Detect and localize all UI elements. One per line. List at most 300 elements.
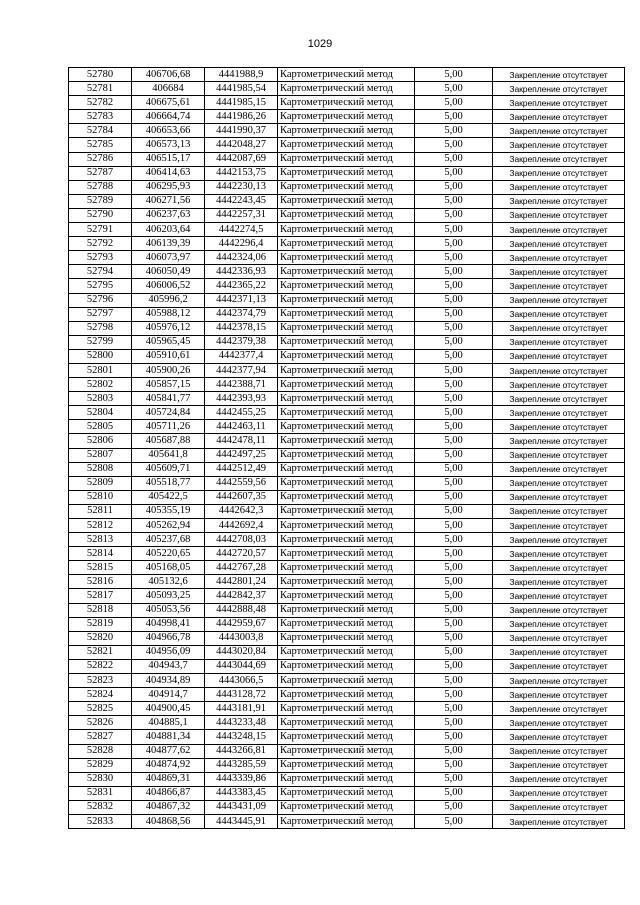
y-coordinate-cell: 4441990,37 <box>205 124 278 138</box>
accuracy-cell: 5,00 <box>415 519 493 533</box>
y-coordinate-cell: 4442559,56 <box>205 476 278 490</box>
table-row <box>69 631 625 645</box>
point-number-cell: 52815 <box>69 561 132 575</box>
accuracy-cell: 5,00 <box>415 363 493 377</box>
x-coordinate-cell: 406414,63 <box>132 166 205 180</box>
table-row <box>69 617 625 631</box>
x-coordinate-cell: 406684 <box>132 82 205 96</box>
table-row <box>69 462 625 476</box>
point-number-cell: 52783 <box>69 110 132 124</box>
accuracy-cell: 5,00 <box>415 716 493 730</box>
coordinates-table <box>68 67 625 829</box>
accuracy-cell: 5,00 <box>415 645 493 659</box>
fixation-cell: Закрепление отсутствует <box>493 110 625 124</box>
x-coordinate-cell: 404966,78 <box>132 631 205 645</box>
table-row <box>69 716 625 730</box>
table-row <box>69 688 625 702</box>
point-number-cell: 52817 <box>69 589 132 603</box>
y-coordinate-cell: 4443266,81 <box>205 744 278 758</box>
point-number-cell: 52805 <box>69 420 132 434</box>
point-number-cell: 52829 <box>69 758 132 772</box>
method-cell: Картометрический метод <box>278 180 415 194</box>
method-cell: Картометрический метод <box>278 476 415 490</box>
y-coordinate-cell: 4442296,4 <box>205 237 278 251</box>
method-cell: Картометрический метод <box>278 561 415 575</box>
table-row <box>69 124 625 138</box>
y-coordinate-cell: 4442087,69 <box>205 152 278 166</box>
accuracy-cell: 5,00 <box>415 800 493 814</box>
point-number-cell: 52809 <box>69 476 132 490</box>
x-coordinate-cell: 405422,5 <box>132 490 205 504</box>
fixation-cell: Закрепление отсутствует <box>493 194 625 208</box>
method-cell: Картометрический метод <box>278 321 415 335</box>
fixation-cell: Закрепление отсутствует <box>493 702 625 716</box>
x-coordinate-cell: 405900,26 <box>132 363 205 377</box>
point-number-cell: 52830 <box>69 772 132 786</box>
y-coordinate-cell: 4442379,38 <box>205 335 278 349</box>
y-coordinate-cell: 4442377,94 <box>205 363 278 377</box>
fixation-cell: Закрепление отсутствует <box>493 321 625 335</box>
table-row <box>69 476 625 490</box>
y-coordinate-cell: 4441985,54 <box>205 82 278 96</box>
table-row <box>69 378 625 392</box>
table-row <box>69 730 625 744</box>
accuracy-cell: 5,00 <box>415 603 493 617</box>
accuracy-cell: 5,00 <box>415 476 493 490</box>
point-number-cell: 52828 <box>69 744 132 758</box>
table-row <box>69 208 625 222</box>
accuracy-cell: 5,00 <box>415 617 493 631</box>
x-coordinate-cell: 405518,77 <box>132 476 205 490</box>
table-row <box>69 96 625 110</box>
accuracy-cell: 5,00 <box>415 659 493 673</box>
point-number-cell: 52794 <box>69 265 132 279</box>
method-cell: Картометрический метод <box>278 138 415 152</box>
y-coordinate-cell: 4442607,35 <box>205 490 278 504</box>
fixation-cell: Закрепление отсутствует <box>493 166 625 180</box>
method-cell: Картометрический метод <box>278 307 415 321</box>
method-cell: Картометрический метод <box>278 68 415 82</box>
accuracy-cell: 5,00 <box>415 237 493 251</box>
point-number-cell: 52801 <box>69 363 132 377</box>
table-row <box>69 758 625 772</box>
method-cell: Картометрический метод <box>278 589 415 603</box>
method-cell: Картометрический метод <box>278 744 415 758</box>
method-cell: Картометрический метод <box>278 631 415 645</box>
method-cell: Картометрический метод <box>278 688 415 702</box>
point-number-cell: 52833 <box>69 814 132 828</box>
point-number-cell: 52810 <box>69 490 132 504</box>
method-cell: Картометрический метод <box>278 490 415 504</box>
y-coordinate-cell: 4442324,06 <box>205 251 278 265</box>
table-row <box>69 533 625 547</box>
point-number-cell: 52803 <box>69 392 132 406</box>
method-cell: Картометрический метод <box>278 659 415 673</box>
point-number-cell: 52796 <box>69 293 132 307</box>
point-number-cell: 52788 <box>69 180 132 194</box>
x-coordinate-cell: 404874,92 <box>132 758 205 772</box>
point-number-cell: 52826 <box>69 716 132 730</box>
point-number-cell: 52797 <box>69 307 132 321</box>
y-coordinate-cell: 4442388,71 <box>205 378 278 392</box>
table-row <box>69 504 625 518</box>
accuracy-cell: 5,00 <box>415 82 493 96</box>
accuracy-cell: 5,00 <box>415 730 493 744</box>
method-cell: Картометрический метод <box>278 96 415 110</box>
method-cell: Картометрический метод <box>278 674 415 688</box>
x-coordinate-cell: 405841,77 <box>132 392 205 406</box>
accuracy-cell: 5,00 <box>415 378 493 392</box>
fixation-cell: Закрепление отсутствует <box>493 406 625 420</box>
y-coordinate-cell: 4442512,49 <box>205 462 278 476</box>
method-cell: Картометрический метод <box>278 533 415 547</box>
table-row <box>69 307 625 321</box>
y-coordinate-cell: 4443445,91 <box>205 814 278 828</box>
accuracy-cell: 5,00 <box>415 674 493 688</box>
fixation-cell: Закрепление отсутствует <box>493 251 625 265</box>
accuracy-cell: 5,00 <box>415 758 493 772</box>
accuracy-cell: 5,00 <box>415 251 493 265</box>
point-number-cell: 52823 <box>69 674 132 688</box>
x-coordinate-cell: 404900,45 <box>132 702 205 716</box>
y-coordinate-cell: 4442842,37 <box>205 589 278 603</box>
point-number-cell: 52811 <box>69 504 132 518</box>
method-cell: Картометрический метод <box>278 504 415 518</box>
table-row <box>69 800 625 814</box>
x-coordinate-cell: 406706,68 <box>132 68 205 82</box>
x-coordinate-cell: 405641,8 <box>132 448 205 462</box>
y-coordinate-cell: 4442959,67 <box>205 617 278 631</box>
accuracy-cell: 5,00 <box>415 462 493 476</box>
table-row <box>69 434 625 448</box>
point-number-cell: 52831 <box>69 786 132 800</box>
y-coordinate-cell: 4441986,26 <box>205 110 278 124</box>
fixation-cell: Закрепление отсутствует <box>493 589 625 603</box>
point-number-cell: 52800 <box>69 349 132 363</box>
point-number-cell: 52802 <box>69 378 132 392</box>
table-row <box>69 293 625 307</box>
y-coordinate-cell: 4443431,09 <box>205 800 278 814</box>
method-cell: Картометрический метод <box>278 772 415 786</box>
y-coordinate-cell: 4442274,5 <box>205 223 278 237</box>
method-cell: Картометрический метод <box>278 392 415 406</box>
x-coordinate-cell: 406515,17 <box>132 152 205 166</box>
y-coordinate-cell: 4443128,72 <box>205 688 278 702</box>
fixation-cell: Закрепление отсутствует <box>493 688 625 702</box>
x-coordinate-cell: 404956,09 <box>132 645 205 659</box>
y-coordinate-cell: 4443383,45 <box>205 786 278 800</box>
x-coordinate-cell: 405965,45 <box>132 335 205 349</box>
fixation-cell: Закрепление отсутствует <box>493 561 625 575</box>
point-number-cell: 52789 <box>69 194 132 208</box>
method-cell: Картометрический метод <box>278 110 415 124</box>
method-cell: Картометрический метод <box>278 730 415 744</box>
x-coordinate-cell: 406139,39 <box>132 237 205 251</box>
y-coordinate-cell: 4442153,75 <box>205 166 278 180</box>
point-number-cell: 52832 <box>69 800 132 814</box>
x-coordinate-cell: 406653,66 <box>132 124 205 138</box>
method-cell: Картометрический метод <box>278 335 415 349</box>
point-number-cell: 52804 <box>69 406 132 420</box>
fixation-cell: Закрепление отсутствует <box>493 617 625 631</box>
fixation-cell: Закрепление отсутствует <box>493 744 625 758</box>
method-cell: Картометрический метод <box>278 124 415 138</box>
fixation-cell: Закрепление отсутствует <box>493 335 625 349</box>
table-row <box>69 561 625 575</box>
point-number-cell: 52816 <box>69 575 132 589</box>
accuracy-cell: 5,00 <box>415 786 493 800</box>
x-coordinate-cell: 405711,26 <box>132 420 205 434</box>
fixation-cell: Закрепление отсутствует <box>493 758 625 772</box>
accuracy-cell: 5,00 <box>415 772 493 786</box>
fixation-cell: Закрепление отсутствует <box>493 138 625 152</box>
point-number-cell: 52814 <box>69 547 132 561</box>
method-cell: Картометрический метод <box>278 645 415 659</box>
y-coordinate-cell: 4443248,15 <box>205 730 278 744</box>
point-number-cell: 52820 <box>69 631 132 645</box>
fixation-cell: Закрепление отсутствует <box>493 800 625 814</box>
table-row <box>69 603 625 617</box>
x-coordinate-cell: 405220,65 <box>132 547 205 561</box>
accuracy-cell: 5,00 <box>415 279 493 293</box>
fixation-cell: Закрепление отсутствует <box>493 476 625 490</box>
fixation-cell: Закрепление отсутствует <box>493 152 625 166</box>
y-coordinate-cell: 4442708,03 <box>205 533 278 547</box>
y-coordinate-cell: 4442336,93 <box>205 265 278 279</box>
table-row <box>69 547 625 561</box>
accuracy-cell: 5,00 <box>415 96 493 110</box>
table-row <box>69 223 625 237</box>
y-coordinate-cell: 4443285,59 <box>205 758 278 772</box>
table-row <box>69 659 625 673</box>
method-cell: Картометрический метод <box>278 617 415 631</box>
accuracy-cell: 5,00 <box>415 307 493 321</box>
table-row <box>69 448 625 462</box>
table-row <box>69 702 625 716</box>
table-row <box>69 138 625 152</box>
y-coordinate-cell: 4442692,4 <box>205 519 278 533</box>
x-coordinate-cell: 404885,1 <box>132 716 205 730</box>
method-cell: Картометрический метод <box>278 251 415 265</box>
table-row <box>69 166 625 180</box>
y-coordinate-cell: 4442478,11 <box>205 434 278 448</box>
accuracy-cell: 5,00 <box>415 814 493 828</box>
y-coordinate-cell: 4443233,48 <box>205 716 278 730</box>
method-cell: Картометрический метод <box>278 786 415 800</box>
fixation-cell: Закрепление отсутствует <box>493 223 625 237</box>
x-coordinate-cell: 406675,61 <box>132 96 205 110</box>
accuracy-cell: 5,00 <box>415 68 493 82</box>
fixation-cell: Закрепление отсутствует <box>493 307 625 321</box>
method-cell: Картометрический метод <box>278 223 415 237</box>
point-number-cell: 52812 <box>69 519 132 533</box>
table-row <box>69 363 625 377</box>
x-coordinate-cell: 405857,15 <box>132 378 205 392</box>
method-cell: Картометрический метод <box>278 603 415 617</box>
method-cell: Картометрический метод <box>278 800 415 814</box>
accuracy-cell: 5,00 <box>415 392 493 406</box>
method-cell: Картометрический метод <box>278 237 415 251</box>
x-coordinate-cell: 406073,97 <box>132 251 205 265</box>
y-coordinate-cell: 4443020,84 <box>205 645 278 659</box>
point-number-cell: 52795 <box>69 279 132 293</box>
point-number-cell: 52787 <box>69 166 132 180</box>
fixation-cell: Закрепление отсутствует <box>493 82 625 96</box>
method-cell: Картометрический метод <box>278 265 415 279</box>
table-row <box>69 335 625 349</box>
table-row <box>69 237 625 251</box>
fixation-cell: Закрепление отсутствует <box>493 504 625 518</box>
fixation-cell: Закрепление отсутствует <box>493 462 625 476</box>
accuracy-cell: 5,00 <box>415 124 493 138</box>
method-cell: Картометрический метод <box>278 194 415 208</box>
table-row <box>69 321 625 335</box>
method-cell: Картометрический метод <box>278 434 415 448</box>
point-number-cell: 52798 <box>69 321 132 335</box>
y-coordinate-cell: 4442455,25 <box>205 406 278 420</box>
x-coordinate-cell: 404867,32 <box>132 800 205 814</box>
point-number-cell: 52813 <box>69 533 132 547</box>
x-coordinate-cell: 405724,84 <box>132 406 205 420</box>
accuracy-cell: 5,00 <box>415 589 493 603</box>
accuracy-cell: 5,00 <box>415 744 493 758</box>
method-cell: Картометрический метод <box>278 152 415 166</box>
accuracy-cell: 5,00 <box>415 406 493 420</box>
point-number-cell: 52781 <box>69 82 132 96</box>
y-coordinate-cell: 4443181,91 <box>205 702 278 716</box>
y-coordinate-cell: 4442767,28 <box>205 561 278 575</box>
fixation-cell: Закрепление отсутствует <box>493 237 625 251</box>
x-coordinate-cell: 405355,19 <box>132 504 205 518</box>
table-row <box>69 110 625 124</box>
accuracy-cell: 5,00 <box>415 223 493 237</box>
point-number-cell: 52793 <box>69 251 132 265</box>
y-coordinate-cell: 4442720,57 <box>205 547 278 561</box>
point-number-cell: 52792 <box>69 237 132 251</box>
point-number-cell: 52799 <box>69 335 132 349</box>
x-coordinate-cell: 404914,7 <box>132 688 205 702</box>
x-coordinate-cell: 405976,12 <box>132 321 205 335</box>
y-coordinate-cell: 4442365,22 <box>205 279 278 293</box>
table-row <box>69 82 625 96</box>
y-coordinate-cell: 4442374,79 <box>205 307 278 321</box>
method-cell: Картометрический метод <box>278 814 415 828</box>
table-row <box>69 420 625 434</box>
accuracy-cell: 5,00 <box>415 504 493 518</box>
y-coordinate-cell: 4442243,45 <box>205 194 278 208</box>
table-row <box>69 194 625 208</box>
method-cell: Картометрический метод <box>278 420 415 434</box>
fixation-cell: Закрепление отсутствует <box>493 96 625 110</box>
method-cell: Картометрический метод <box>278 575 415 589</box>
fixation-cell: Закрепление отсутствует <box>493 378 625 392</box>
accuracy-cell: 5,00 <box>415 349 493 363</box>
method-cell: Картометрический метод <box>278 406 415 420</box>
fixation-cell: Закрепление отсутствует <box>493 180 625 194</box>
accuracy-cell: 5,00 <box>415 180 493 194</box>
y-coordinate-cell: 4443339,86 <box>205 772 278 786</box>
x-coordinate-cell: 405053,56 <box>132 603 205 617</box>
fixation-cell: Закрепление отсутствует <box>493 547 625 561</box>
fixation-cell: Закрепление отсутствует <box>493 772 625 786</box>
fixation-cell: Закрепление отсутствует <box>493 349 625 363</box>
accuracy-cell: 5,00 <box>415 152 493 166</box>
table-row <box>69 674 625 688</box>
accuracy-cell: 5,00 <box>415 547 493 561</box>
table-row <box>69 814 625 828</box>
accuracy-cell: 5,00 <box>415 138 493 152</box>
x-coordinate-cell: 404877,62 <box>132 744 205 758</box>
x-coordinate-cell: 406006,52 <box>132 279 205 293</box>
table-row <box>69 392 625 406</box>
point-number-cell: 52806 <box>69 434 132 448</box>
table-row <box>69 786 625 800</box>
method-cell: Картометрический метод <box>278 363 415 377</box>
fixation-cell: Закрепление отсутствует <box>493 265 625 279</box>
x-coordinate-cell: 404943,7 <box>132 659 205 673</box>
y-coordinate-cell: 4442393,93 <box>205 392 278 406</box>
accuracy-cell: 5,00 <box>415 265 493 279</box>
fixation-cell: Закрепление отсутствует <box>493 674 625 688</box>
accuracy-cell: 5,00 <box>415 561 493 575</box>
accuracy-cell: 5,00 <box>415 110 493 124</box>
table-row <box>69 349 625 363</box>
y-coordinate-cell: 4443044,69 <box>205 659 278 673</box>
table-row <box>69 645 625 659</box>
accuracy-cell: 5,00 <box>415 166 493 180</box>
point-number-cell: 52808 <box>69 462 132 476</box>
fixation-cell: Закрепление отсутствует <box>493 730 625 744</box>
y-coordinate-cell: 4443066,5 <box>205 674 278 688</box>
accuracy-cell: 5,00 <box>415 194 493 208</box>
table-row <box>69 575 625 589</box>
accuracy-cell: 5,00 <box>415 293 493 307</box>
fixation-cell: Закрепление отсутствует <box>493 434 625 448</box>
accuracy-cell: 5,00 <box>415 631 493 645</box>
point-number-cell: 52786 <box>69 152 132 166</box>
x-coordinate-cell: 406271,56 <box>132 194 205 208</box>
x-coordinate-cell: 406050,49 <box>132 265 205 279</box>
x-coordinate-cell: 406573,13 <box>132 138 205 152</box>
fixation-cell: Закрепление отсутствует <box>493 124 625 138</box>
method-cell: Картометрический метод <box>278 378 415 392</box>
y-coordinate-cell: 4442801,24 <box>205 575 278 589</box>
method-cell: Картометрический метод <box>278 208 415 222</box>
table-row <box>69 279 625 293</box>
fixation-cell: Закрепление отсутствует <box>493 659 625 673</box>
page-number: 1029 <box>307 38 333 50</box>
table-row <box>69 180 625 194</box>
point-number-cell: 52825 <box>69 702 132 716</box>
fixation-cell: Закрепление отсутствует <box>493 208 625 222</box>
x-coordinate-cell: 405168,05 <box>132 561 205 575</box>
method-cell: Картометрический метод <box>278 448 415 462</box>
y-coordinate-cell: 4442888,48 <box>205 603 278 617</box>
x-coordinate-cell: 404869,31 <box>132 772 205 786</box>
x-coordinate-cell: 405687,88 <box>132 434 205 448</box>
table-row <box>69 772 625 786</box>
accuracy-cell: 5,00 <box>415 448 493 462</box>
fixation-cell: Закрепление отсутствует <box>493 533 625 547</box>
method-cell: Картометрический метод <box>278 349 415 363</box>
accuracy-cell: 5,00 <box>415 335 493 349</box>
y-coordinate-cell: 4441988,9 <box>205 68 278 82</box>
accuracy-cell: 5,00 <box>415 321 493 335</box>
accuracy-cell: 5,00 <box>415 434 493 448</box>
fixation-cell: Закрепление отсутствует <box>493 279 625 293</box>
method-cell: Картометрический метод <box>278 702 415 716</box>
accuracy-cell: 5,00 <box>415 490 493 504</box>
